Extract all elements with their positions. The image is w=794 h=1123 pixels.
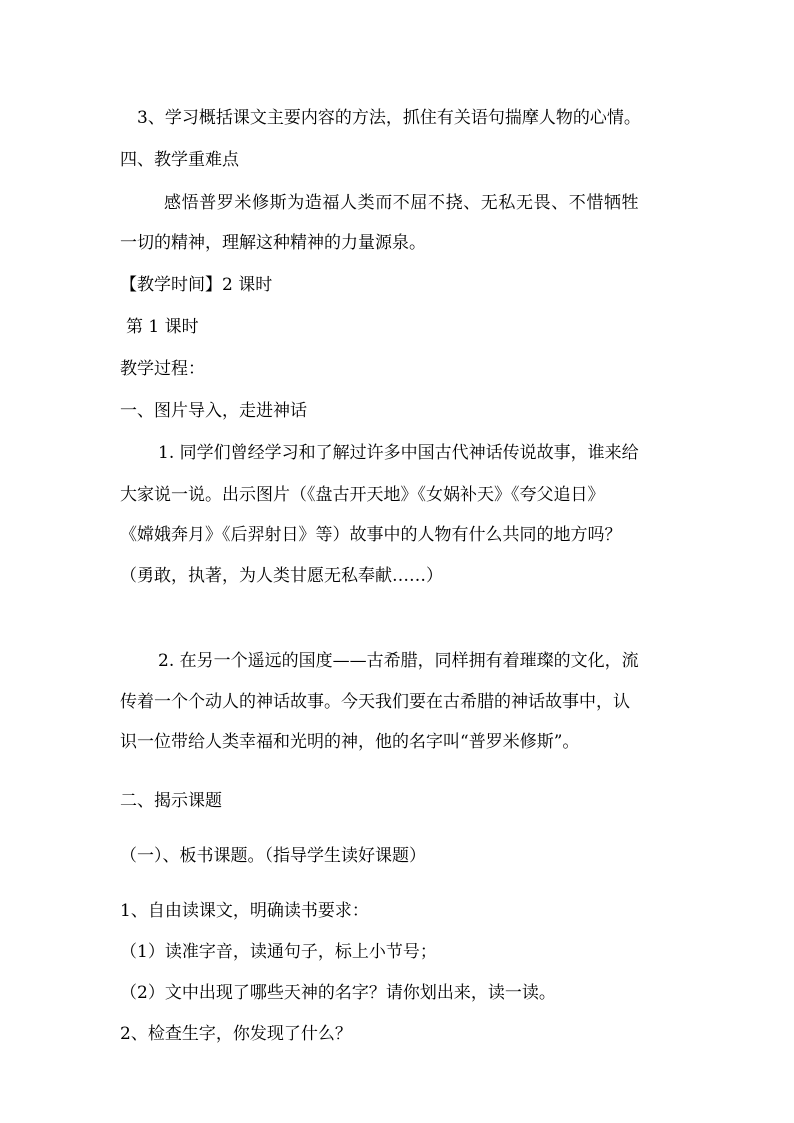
lesson-number: 第 1 课时 [126,317,199,337]
section-heading-intro: 一、图片导入，走进神话 [120,401,307,421]
intro-item-2-line-3: 识一位带给人类幸福和光明的神，他的名字叫“普罗米修斯”。 [120,732,580,752]
objective-3: 3、学习概括课文主要内容的方法，抓住有关语句揣摩人物的心情。 [137,108,641,128]
intro-item-2-line-2: 传着一个个动人的神话故事。今天我们要在古希腊的神话故事中，认 [120,692,630,712]
intro-item-1-line-3: 《嫦娥奔月》《后羿射日》等）故事中的人物有什么共同的地方吗？ [120,525,622,545]
key-points-paragraph-line-1: 感悟普罗米修斯为造福人类而不屈不挠、无私无畏、不惜牺牲 [164,193,640,213]
reveal-topic-subheading: （一）、板书课题。（指导学生读好课题） [120,846,426,866]
intro-item-2-line-1: 2. 在另一个遥远的国度——古希腊，同样拥有着璀璨的文化，流 [158,651,639,671]
intro-item-1-line-2: 大家说一说。出示图片（《盘古开天地》《女娲补天》《夸父追日》 [120,485,605,505]
intro-item-1-answer: （勇敢，执著，为人类甘愿无私奉献……） [120,566,443,586]
teaching-time: 【教学时间】2 课时 [120,275,273,295]
task-1-requirement-1: （1）读准字音，读通句子，标上小节号； [120,942,437,962]
task-2: 2、检查生字，你发现了什么？ [120,1024,352,1044]
teaching-process-heading: 教学过程： [120,359,205,379]
section-heading-key-points: 四、教学重难点 [120,150,239,170]
task-1-requirement-2: （2）文中出现了哪些天神的名字？请你划出来，读一读。 [120,983,556,1003]
section-heading-reveal-topic: 二、揭示课题 [120,791,222,811]
task-1: 1、自由读课文，明确读书要求： [120,901,369,921]
intro-item-1-line-1: 1. 同学们曾经学习和了解过许多中国古代神话传说故事，谁来给 [158,443,639,463]
key-points-paragraph-line-2: 一切的精神，理解这种精神的力量源泉。 [120,233,426,253]
